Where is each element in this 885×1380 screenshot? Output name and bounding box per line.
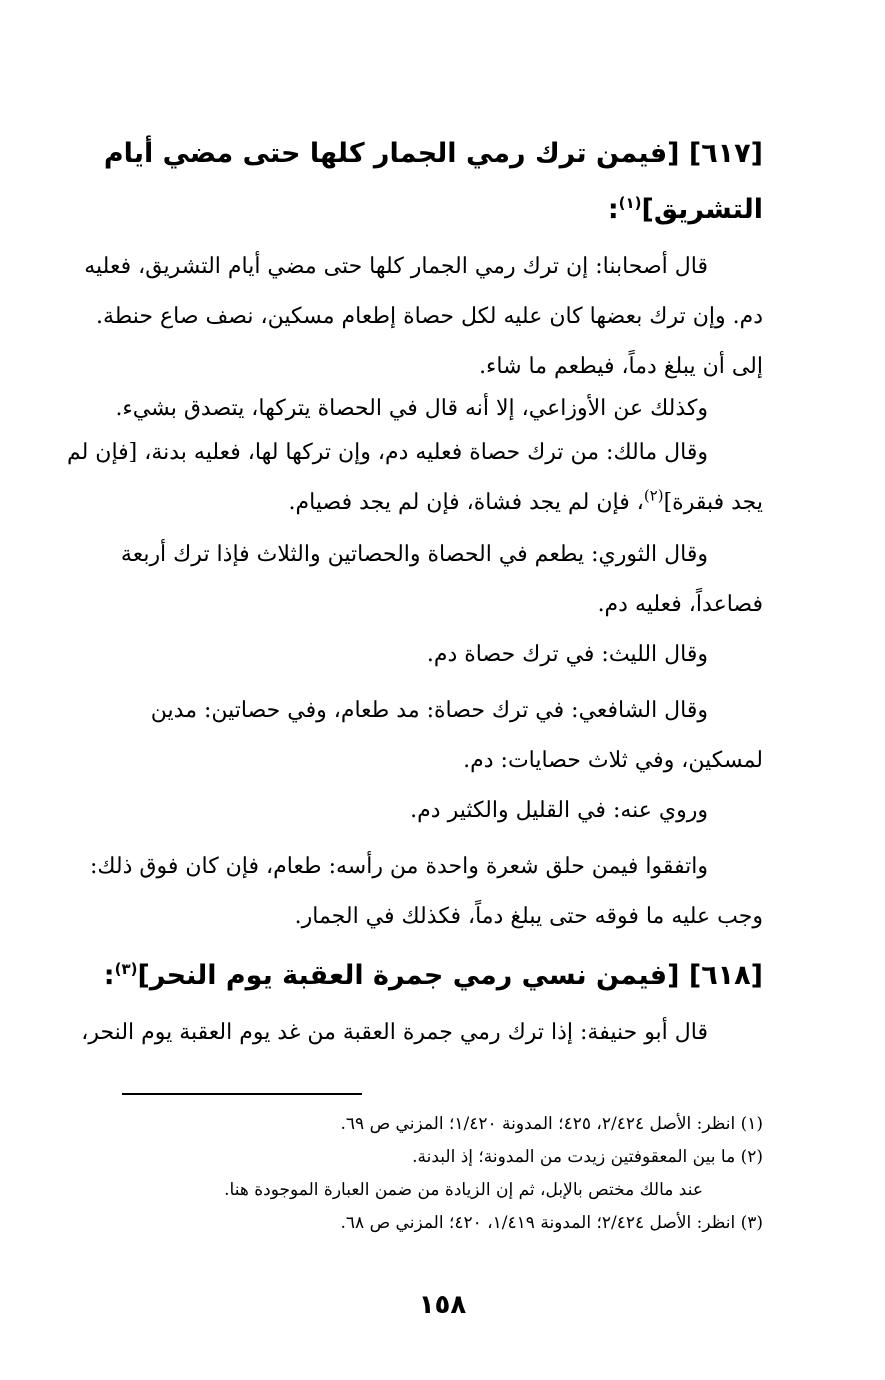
- footnote-ref-1: (١): [618, 194, 642, 212]
- section-618-heading: [٦١٨] [فيمن نسي رمي جمرة العقبة يوم النحر]$^{(٣)}$:: [103, 960, 763, 991]
- paragraph-awzai: [15, 384, 763, 434]
- paragraph-thawri: [15, 530, 763, 630]
- text-line: وقال الشافعي: في ترك حصاة: مد طعام، وفي حصاتين: مدين: [150, 698, 708, 723]
- text-line: إلى أن يبلغ دماً، فيطعم ما شاء.: [479, 354, 763, 379]
- page-number: ١٥٨: [418, 1290, 467, 1320]
- footnote-3: (٣) انظر: الأصل ٢/٤٢٤؛ المدونة ١/٤١٩، ٤٢٠؛ المزني ص ٦٨.: [340, 1213, 763, 1233]
- text-line: قال أصحابنا: إن ترك رمي الجمار كلها حتى مضي أيام التشريق، فعليه: [84, 254, 708, 279]
- text-line: فصاعداً، فعليه دم.: [597, 592, 763, 617]
- paragraph-ruwiya: [15, 786, 763, 836]
- footnote-2: (٢) ما بين المعقوفتين زيدت من المدونة؛ إذ البدنة.: [412, 1147, 763, 1167]
- text-line: يجد فبقرة]$^{(٢)}$، فإن لم يجد فشاة، فإن لم يجد فصيام.: [288, 486, 763, 515]
- text-line: وروي عنه: في القليل والكثير دم.: [410, 798, 708, 823]
- footnote-ref-3: (٣): [114, 960, 138, 978]
- paragraph-abu-hanifa: [15, 1008, 763, 1058]
- text-line: دم. وإن ترك بعضها كان عليه لكل حصاة إطعام مسكين، نصف صاع حنطة.: [95, 304, 763, 329]
- text-line: لمسكين، وفي ثلاث حصايات: دم.: [463, 748, 763, 773]
- section-617-heading-line2: التشريق]$^{(١)}$:: [607, 194, 763, 225]
- text-line: قال أبو حنيفة: إذا ترك رمي جمرة العقبة من غد يوم العقبة يوم النحر،: [81, 1020, 708, 1045]
- section-617-heading: [15, 126, 763, 238]
- footnote-2-continued: عند مالك مختص بالإبل، ثم إن الزيادة من ضمن العبارة الموجودة هنا.: [224, 1180, 703, 1200]
- text-line: وقال الثوري: يطعم في الحصاة والحصاتين والثلاث فإذا ترك أربعة: [120, 542, 708, 567]
- text-line: وقال الليث: في ترك حصاة دم.: [426, 642, 708, 667]
- footnote-1: (١) انظر: الأصل ٢/٤٢٤، ٤٢٥؛ المدونة ١/٤٢٠؛ المزني ص ٦٩.: [340, 1114, 763, 1134]
- footnotes: [15, 1108, 763, 1240]
- text-line: وجب عليه ما فوقه حتى يبلغ دماً، فكذلك في الجمار.: [294, 904, 763, 929]
- footnote-ref-2: (٢): [643, 486, 664, 505]
- paragraph-malik: [15, 428, 763, 528]
- text-line: وقال مالك: من ترك حصاة فعليه دم، وإن تركها لها، فعليه بدنة، [فإن لم: [66, 440, 708, 465]
- paragraph-shafii: [15, 686, 763, 786]
- footnote-divider: [122, 1093, 362, 1095]
- paragraph-layth: [15, 630, 763, 680]
- text-line: وكذلك عن الأوزاعي، إلا أنه قال في الحصاة يتركها، يتصدق بشيء.: [115, 396, 708, 421]
- section-617-heading-line1: [٦١٧] [فيمن ترك رمي الجمار كلها حتى مضي أيام: [103, 138, 763, 169]
- paragraph-ashabuna: [15, 242, 763, 392]
- text-line: واتفقوا فيمن حلق شعرة واحدة من رأسه: طعام، فإن كان فوق ذلك:: [89, 854, 708, 879]
- paragraph-ittafaqu: [15, 842, 763, 942]
